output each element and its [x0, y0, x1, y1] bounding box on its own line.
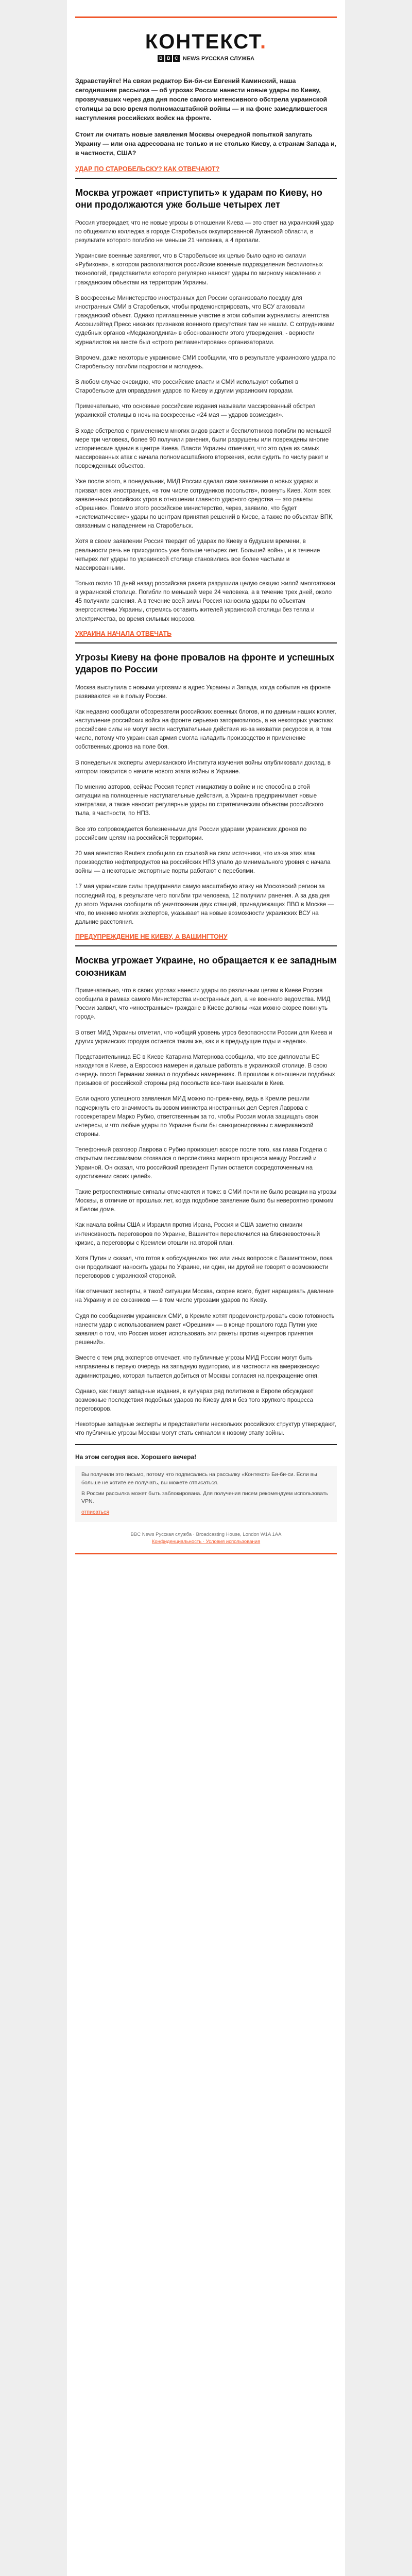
header [75, 18, 337, 70]
footer-info-box [75, 1466, 337, 1521]
intro [75, 77, 337, 173]
paragraph: Телефонный разговор Лаврова с Рубио произошел вскоре после того, как глава Госдепа с открытым пессимизмом отозвался о перспективах мирного процесса между Россией и Украиной. Он сказал, что российский президент Путин остается сосредоточенным на «достижении своих целей». [75, 1146, 327, 1180]
paragraph: Только около 10 дней назад российская ракета разрушила целую секцию жилой многоэтажки в украинской столице. Погибли по меньшей мере 24 человека, а в течение трех дней, около 45 получили ранения. А в течение всей зимы Россия наносила удары по объектам энергосистемы Украины, стремясь оставить жителей украинской столицы без тепла и электричества, во время сильных морозов. [75, 580, 335, 622]
service-name: NEWS РУССКАЯ СЛУЖБА [182, 55, 255, 62]
paragraph: 20 мая агентство Reuters сообщило со ссылкой на свои источники, что из-за этих атак производство нефтепродуктов на российских НПЗ упало до минимального уровня с начала войны — а некоторые экспортные порты работают с перебоями. [75, 850, 331, 875]
paragraph: Такие ретроспективные сигналы отмечаются и тоже: в СМИ почти не было реакции на угрозы Москвы, в отличие от прошлых лет, когда подобное заявление было бы невероятно громким в Белом доме. [75, 1188, 337, 1213]
paragraph: Как начала войны США и Израиля против Ирана, Россия и США заметно снизили интенсивность переговоров по Украине, Вашингтон переключился на ближневосточный кризис, а переговоры с Кремлем отошли на второй план. [75, 1222, 320, 1246]
intro-question: Стоит ли считать новые заявления Москвы очередной попыткой запугать Украину — или она адресована не только и не столько Киеву, а странам Запада и, в частности, США? [75, 130, 337, 157]
intro-greeting: Здравствуйте! На связи редактор Би-би-си Евгений Каминский, наша сегодняшняя рассылка — об угрозах России нанести новые удары по Киеву, прозвучавших через два дня после самого интенсивного обстрела украинской столицы за всю время полномасштабной войны — и на фоне замедлившегося наступления российских войск на фронте. [75, 77, 328, 122]
paragraph: Все это сопровождается болезненными для России ударами украинских дронов по российским целям на российской территории. [75, 825, 307, 841]
bottom-accent-rule [75, 1553, 337, 1554]
signoff: На этом сегодня все. Хорошего вечера! [75, 1453, 197, 1461]
article-section-3 [75, 955, 337, 1437]
kontekst-logo[interactable] [75, 31, 337, 52]
paragraph: Уже после этого, в понедельник, МИД России сделал свое заявление о новых ударах и призвал всех иностранцев, «в том числе сотрудников посольств», покинуть Киев. Хотя всех заявленных российских угроз в отношении главного ударного средства — это ракеты «Орешник». Помимо этого российское министерство, через, заявило, что будет «систематические» удары по центрам принятия решений в Киеве, а также по объектам ВПК, связанным с нападением на Старобельск. [75, 478, 334, 530]
paragraph: Примечательно, что в своих угрозах нанести удары по различным целям в Киеве Россия сообщила в рамках самого Министерства иностранных дел, а не военного ведомства. МИД России заявил, что «иностранные» граждане в Киеве должны «как можно скорее покинуть город». [75, 987, 331, 1021]
paragraph: В ходе обстрелов с применением многих видов ракет и беспилотников погибли по меньшей мере три человека, более 90 получили ранения, были разрушены или повреждены многие исторические здания в центре Киева. Власти Украины отмечают, что это одна из самых массированных атак с начала полномасштабного вторжения, если судить по числу ракет и поврежденных объектов. [75, 427, 332, 470]
divider [75, 945, 337, 946]
paragraph: 17 мая украинские силы предприняли самую масштабную атаку на Московский регион за последний год, в результате чего погибли три человека, 12 получили ранения. А за два дня до этого Украина сообщила об уничтожении двух станций, принадлежащих ПВО в Москве — что, по мнению многих экспертов, указывает на новые возможности украинских ВСУ на дальние расстояния. [75, 883, 334, 925]
footer-address: BBC News Русская служба · Broadcasting House, London W1A 1AA [130, 1531, 282, 1537]
unsubscribe-link[interactable]: отписаться [81, 1509, 110, 1516]
article-section-2 [75, 652, 337, 940]
paragraph: Некоторые западные эксперты и представители нескольких российских структур утверждают, что публичные угрозы Москвы могут стать сигналом к новому этапу войны. [75, 1421, 336, 1437]
footer-bottom [75, 1531, 337, 1546]
paragraph: Москва выступила с новыми угрозами в адрес Украины и Запада, когда события на фронте развиваются не в пользу России. [75, 684, 331, 700]
paragraph: Если одного успешного заявления МИД можно по-прежнему, ведь в Кремле решили подчеркнуть его значимость вызовом министра иностранных дел Сергея Лаврова с госсекретарем Марко Рубио, ответственным за то, чтобы Россия могла защищать свои интересы, и что любые удары по Украине были бы санкционированы с американской стороны. [75, 1095, 318, 1138]
section-title: Москва угрожает Украине, но обращается к ее западным союзникам [75, 955, 337, 978]
newsletter-page [67, 0, 345, 2576]
paragraph: Представительница ЕС в Киеве Катарина Матернова сообщила, что все дипломаты ЕС находятся в Киеве, а Евросоюз намерен и дальше работать в украинской столице. В свою очередь посол Германии заявил о подобных намерениях. В прошлом в отношении подобных призывов от российской стороны ряд посольств все-таки выезжали в Киев. [75, 1053, 335, 1087]
paragraph: Вместе с тем ряд экспертов отмечает, что публичные угрозы МИД России могут быть направлены в первую очередь на западную аудиторию, и в частности на американскую администрацию, которая пытается добиться от Москвы согласия на прекращение огня. [75, 1354, 320, 1379]
divider [75, 642, 337, 643]
paragraph: В понедельник эксперты американского Института изучения войны опубликовали доклад, в котором говорится о начале нового этапа войны в Украине. [75, 759, 331, 775]
paragraph: Впрочем, даже некоторые украинские СМИ сообщили, что в результате украинского удара по Старобельску погибли подростки и молодежь. [75, 354, 336, 370]
paragraph: В воскресенье Министерство иностранных дел России организовало поездку для иностранных СМИ в Старобельск, чтобы продемонстрировать, что ВСУ атаковали гражданский объект. Однако приглашенные участие в этом событии журналисты агентства Ассошиэйтед Пресс никаких признаков военного присутствия там не нашли. С сотрудниками судебных органов «Медиахолдинга» в обоснованности этого утверждения, - верности журналистов на месте был «строго регламентирован» организаторами. [75, 294, 335, 346]
footer-box-text-1: Вы получили это письмо, потому что подписались на рассылку «Контекст» Би-би-си. Если вы больше не хотите ее получать, вы можете отписаться. [81, 1471, 317, 1486]
paragraph: Судя по сообщениям украинских СМИ, в Кремле хотят продемонстрировать свою готовность нанести удар с использованием ракет «Орешник» — в конце прошлого года Путин уже заявлял о том, что Россия может использовать эти ракеты против «центров принятия решений». [75, 1312, 335, 1346]
paragraph: Примечательно, что основные российские издания называли массированный обстрел украинской столицы в ночь на воскресенье «24 мая — ударов возмездия». [75, 403, 316, 419]
bbc-logo-icon: B B C [158, 55, 180, 62]
divider [75, 1444, 337, 1445]
paragraph: В ответ МИД Украины отметил, что «общий уровень угроз безопасности России для Киева и других украинских городов остается таким же, как и в предыдущие годы и недели». [75, 1029, 332, 1045]
divider [75, 178, 337, 179]
paragraph: Украинские военные заявляют, что в Старобельске их целью было одно из силами «Рубикона», в котором располагаются российские военные подразделения беспилотных технологий, представители которого регулярно наносят удары по мирному населению и гражданским объектам на территории Украины. [75, 252, 323, 286]
footer-box-text-2: В России рассылка может быть заблокирована. Для получения писем рекомендуем использовать VPN. [81, 1490, 329, 1505]
section-2-link[interactable]: ПРЕДУПРЕЖДЕНИЕ НЕ КИЕВУ, А ВАШИНГТОНУ [75, 933, 228, 941]
section-title: Москва угрожает «приступить» к ударам по Киеву, но они продолжаются уже больше четырех лет [75, 187, 322, 210]
section-1-link[interactable]: УКРАИНА НАЧАЛА ОТВЕЧАТЬ [75, 630, 172, 637]
logo-dot: . [260, 30, 267, 53]
paragraph: Как отмечают эксперты, в такой ситуации Москва, скорее всего, будет наращивать давление на Украину и ее союзников — в том числе угрозами ударов по Киеву. [75, 1288, 334, 1304]
article-section-1 [75, 187, 337, 637]
paragraph: Россия утверждает, что не новые угрозы в отношении Киева — это ответ на украинский удар по общежитию колледжа в городе Старобельск оккупированной Луганской области, в результате которого погибло не меньше 21 человека, а 4 пропали. [75, 219, 334, 244]
paragraph: В любом случае очевидно, что российские власти и СМИ используют события в Старобельске для оправдания ударов по Киеву и другим украинским городам. [75, 379, 299, 395]
section-title: Угрозы Киеву на фоне провалов на фронте и успешных ударов по России [75, 652, 335, 675]
logo-text: КОНТЕКСТ [145, 30, 261, 53]
bbc-news-russian-service [158, 55, 254, 62]
paragraph: Хотя в своем заявлении Россия твердит об ударах по Киеву в будущем времени, в реальности речь не приходилось уже больше четырех лет. Большей войны, и в течение четырех лет удары по украинской столице становились все более частыми и массированными. [75, 538, 320, 571]
paragraph: По мнению авторов, сейчас Россия теряет инициативу в войне и не способна в этой ситуации на полноценные наступательные действия, а Украина предпринимает новые контратаки, а также наносит регулярные удары по стратегическим объектам российского тыла, в частности, по НПЗ. [75, 783, 323, 817]
paragraph: Однако, как пишут западные издания, в кулуарах ряд политиков в Европе обсуждают возможные последствия подобных ударов по Киеву для и без того хрупкого процесса переговоров. [75, 1387, 314, 1412]
paragraph: Как недавно сообщали обозреватели российских военных блогов, и по данным наших коллег, наступление российских войск на фронте серьезно затормозилось, а на некоторых участках российские силы не могут вести наступательные действия из-за нехватки ресурсов и, в том числе, потому что украинская армия смогла наладить производство и применение собственных дронов на поле боя. [75, 708, 336, 751]
footer-legal-links[interactable]: Конфиденциальность · Условия использования [151, 1538, 261, 1545]
intro-readmore-link[interactable]: УДАР ПО СТАРОБЕЛЬСКУ? КАК ОТВЕЧАЮТ? [75, 165, 220, 173]
paragraph: Хотя Путин и сказал, что готов к «обсуждению» тех или иных вопросов с Вашингтоном, пока они продолжают наносить удары по Украине, ни один, ни другой не говорят о возможности переговоров с украинской стороной. [75, 1255, 333, 1280]
